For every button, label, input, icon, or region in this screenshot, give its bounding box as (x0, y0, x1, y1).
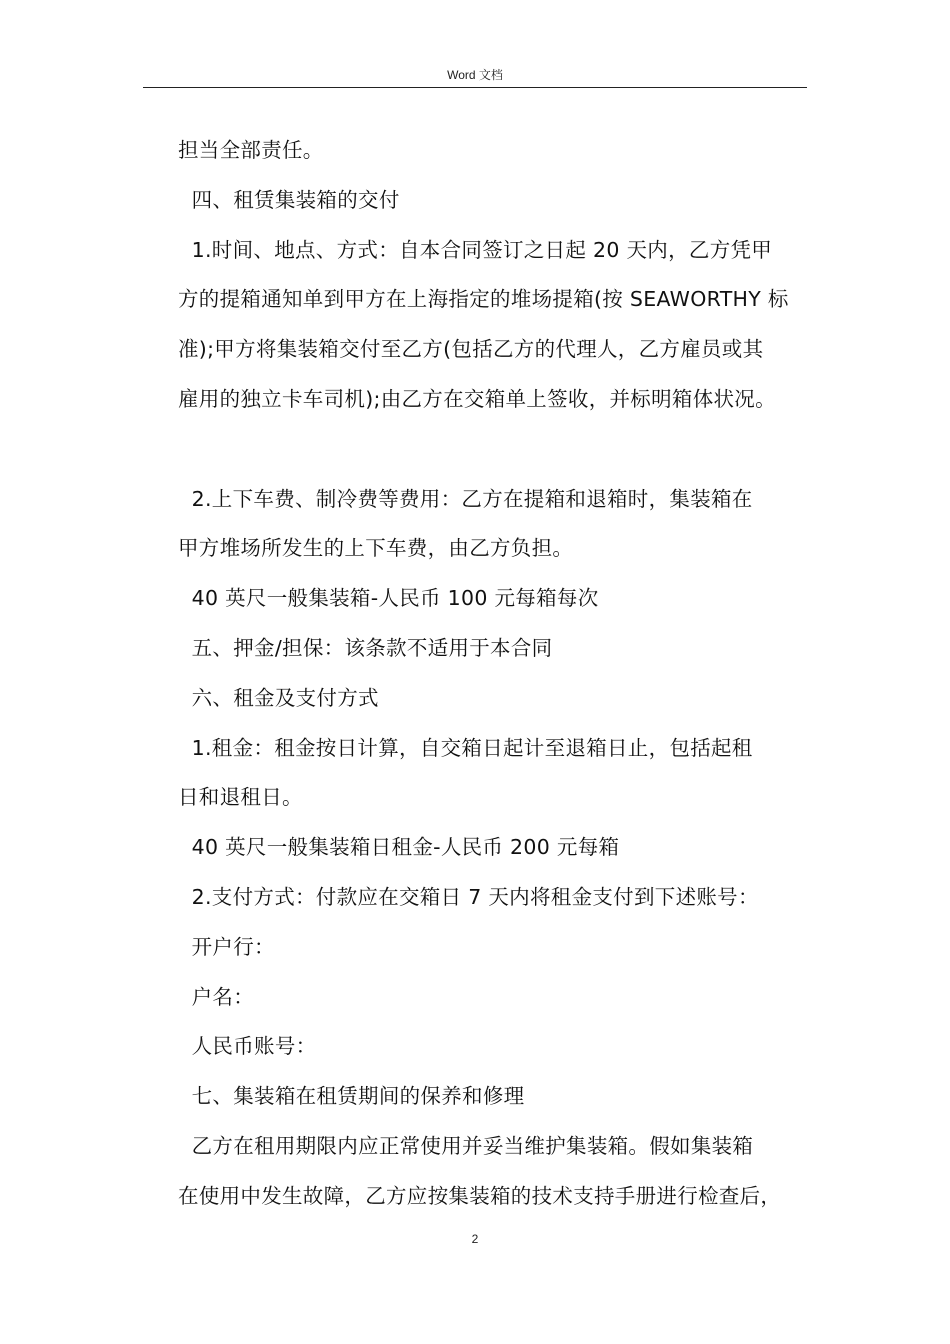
page-number: 2 (471, 1232, 479, 1246)
body-line: 40 英尺一般集装箱-人民币 100 元每箱每次 (178, 586, 599, 611)
body-line: 担当全部责任。 (178, 138, 324, 162)
blank-line (178, 425, 808, 475)
page-footer (0, 1232, 950, 1246)
body-line: 五、押金/担保：该条款不适用于本合同 (178, 635, 553, 660)
document-body (178, 126, 808, 1222)
body-line: 2.上下车费、制冷费等费用：乙方在提箱和退箱时，集装箱在 (178, 486, 753, 511)
body-line: 日和退租日。 (178, 785, 303, 810)
body-line: 乙方在租用期限内应正常使用并妥当维护集装箱。假如集装箱 (178, 1133, 754, 1158)
body-line: 四、租赁集装箱的交付 (178, 187, 400, 212)
body-line: 七、集装箱在租赁期间的保养和修理 (178, 1084, 525, 1109)
body-line: 开户行： (178, 934, 275, 959)
header-title: Word 文档 (447, 68, 503, 82)
body-line: 雇用的独立卡车司机);由乙方在交箱单上签收，并标明箱体状况。 (178, 386, 776, 411)
body-line: 1.租金：租金按日计算，自交箱日起计至退箱日止，包括起租 (178, 735, 753, 760)
body-line: 户名： (178, 984, 255, 1009)
page-header (0, 66, 950, 83)
body-line: 2.支付方式：付款应在交箱日 7 天内将租金支付到下述账号： (178, 884, 759, 909)
body-line: 在使用中发生故障，乙方应按集装箱的技术支持手册进行检查后， (178, 1183, 782, 1208)
body-line: 六、租金及支付方式 (178, 685, 379, 710)
body-line: 1.时间、地点、方式：自本合同签订之日起 20 天内，乙方凭甲 (178, 237, 773, 262)
body-line: 人民币账号： (178, 1034, 317, 1059)
body-line: 准);甲方将集装箱交付至乙方(包括乙方的代理人，乙方雇员或其 (178, 337, 764, 362)
body-line: 甲方堆场所发生的上下车费，由乙方负担。 (178, 536, 574, 561)
header-divider (143, 87, 807, 88)
body-line: 40 英尺一般集装箱日租金-人民币 200 元每箱 (178, 835, 620, 860)
body-line: 方的提箱通知单到甲方在上海指定的堆场提箱(按 SEAWORTHY 标 (178, 287, 789, 312)
